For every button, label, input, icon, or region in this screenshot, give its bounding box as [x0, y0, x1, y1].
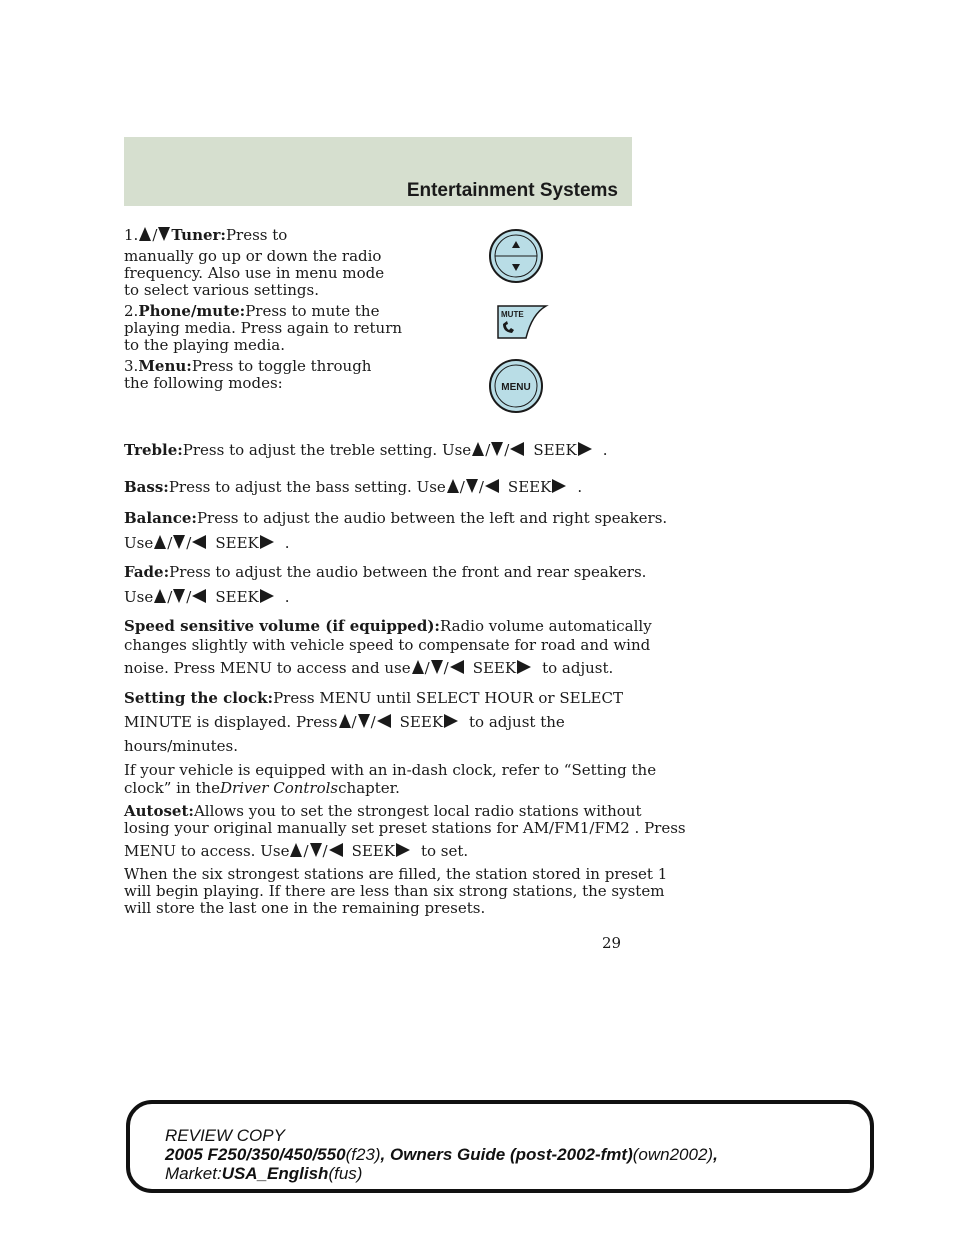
up-arrow-icon — [472, 442, 484, 456]
treble-label: Treble: — [124, 441, 183, 459]
item-number: 1. — [124, 226, 139, 244]
menu-line-2: the following modes: — [124, 374, 283, 392]
tuner-line-1 — [124, 227, 287, 244]
left-arrow-icon — [485, 479, 499, 493]
phone-text: Press to mute the — [245, 302, 380, 320]
down-arrow-icon — [466, 479, 478, 493]
right-arrow-icon — [517, 660, 531, 674]
autoset-text: Allows you to set the strongest local radio stations without — [193, 802, 642, 820]
footer-market-value: USA_English — [221, 1164, 329, 1183]
autoset-text: MENU to access. Use — [124, 842, 290, 860]
left-arrow-icon — [192, 589, 206, 603]
up-arrow-icon — [139, 227, 151, 241]
phone-line-1 — [124, 303, 379, 320]
tuner-line-4: to select various settings. — [124, 281, 319, 299]
separator: / — [424, 659, 430, 677]
balance-line-2 — [124, 535, 290, 552]
treble-line — [124, 442, 607, 459]
balance-text: Press to adjust the audio between the left and right speakers. — [196, 509, 668, 527]
seek-label: SEEK — [533, 441, 577, 459]
right-arrow-icon — [260, 535, 274, 549]
separator: / — [152, 226, 158, 244]
separator: / — [351, 713, 357, 731]
balance-line-1 — [124, 510, 667, 527]
clock-note-text: clock” in the — [124, 779, 220, 797]
right-arrow-icon — [444, 714, 458, 728]
autoset-line-1 — [124, 803, 641, 820]
autoset-tail: to set. — [420, 842, 469, 860]
footer-guide-code: (own2002) — [632, 1145, 714, 1164]
seek-label: SEEK — [351, 842, 395, 860]
page-number: 29 — [602, 934, 622, 952]
footer-guide: , Owners Guide (post-2002-fmt) — [380, 1145, 633, 1164]
tuner-label: Tuner: — [171, 226, 226, 244]
autoset-line-3 — [124, 843, 468, 860]
seek-label: SEEK — [215, 534, 259, 552]
fade-text: Press to adjust the audio between the front and rear speakers. — [169, 563, 647, 581]
bass-line — [124, 479, 582, 496]
down-arrow-icon — [491, 442, 503, 456]
speed-text: Radio volume automatically — [439, 617, 652, 635]
clock-text: MINUTE is displayed. Press — [124, 713, 338, 731]
speed-line-3 — [124, 660, 613, 677]
clock-note-line-2 — [124, 780, 400, 797]
separator: / — [485, 441, 491, 459]
speed-text: noise. Press MENU to access and use — [124, 659, 411, 677]
use-text: Use — [124, 534, 154, 552]
page-title: Entertainment Systems — [406, 180, 618, 201]
left-arrow-icon — [450, 660, 464, 674]
phone-mute-label: Phone/mute: — [138, 302, 246, 320]
footer-market-code: (fus) — [328, 1164, 363, 1183]
phone-line-2: playing media. Press again to return — [124, 319, 403, 337]
tuner-line-2: manually go up or down the radio — [124, 247, 382, 265]
up-arrow-icon — [290, 843, 302, 857]
up-arrow-icon — [154, 589, 166, 603]
seek-label: SEEK — [507, 478, 552, 496]
separator: / — [443, 659, 449, 677]
separator: / — [322, 842, 328, 860]
period: . — [602, 441, 608, 459]
speed-line-1 — [124, 618, 652, 635]
bass-label: Bass: — [124, 478, 169, 496]
tuner-text: Press to — [225, 226, 288, 244]
clock-line-1 — [124, 690, 623, 707]
up-arrow-icon — [412, 660, 424, 674]
header-band — [124, 137, 632, 206]
note-line-2: will begin playing. If there are less than six strong stations, the system — [124, 882, 665, 900]
speed-line-2: changes slightly with vehicle speed to compensate for road and wind — [124, 636, 651, 654]
menu-label: Menu: — [138, 357, 192, 375]
left-arrow-icon — [510, 442, 524, 456]
up-arrow-icon — [447, 479, 459, 493]
clock-label: Setting the clock: — [124, 689, 274, 707]
right-arrow-icon — [396, 843, 410, 857]
down-arrow-icon — [173, 535, 185, 549]
clock-line-2 — [124, 714, 565, 731]
item-number: 3. — [124, 357, 139, 375]
mute-label: MUTE — [501, 310, 524, 319]
footer-line-3 — [165, 1165, 362, 1183]
treble-text: Press to adjust the treble setting. Use — [182, 441, 472, 459]
footer-model: 2005 F250/350/450/550 — [165, 1145, 346, 1164]
balance-label: Balance: — [124, 509, 197, 527]
separator: / — [186, 534, 192, 552]
mute-button-icon — [494, 300, 550, 344]
seek-label: SEEK — [399, 713, 444, 731]
speed-tail: to adjust. — [542, 659, 614, 677]
menu-line-1 — [124, 358, 371, 375]
seek-label: SEEK — [215, 588, 259, 606]
phone-line-3: to the playing media. — [124, 336, 286, 354]
period: . — [284, 588, 290, 606]
chapter-reference: Driver Controls — [219, 779, 339, 797]
menu-button-label: MENU — [501, 382, 531, 393]
down-arrow-icon — [158, 227, 170, 241]
menu-button-icon — [488, 358, 544, 414]
note-line-3: will store the last one in the remaining presets. — [124, 899, 486, 917]
clock-note-line-1: If your vehicle is equipped with an in-dash clock, refer to “Setting the — [124, 761, 657, 779]
left-arrow-icon — [377, 714, 391, 728]
up-arrow-icon — [339, 714, 351, 728]
tuner-line-3: frequency. Also use in menu mode — [124, 264, 385, 282]
speed-volume-label: Speed sensitive volume (if equipped): — [124, 617, 440, 635]
up-arrow-icon — [154, 535, 166, 549]
right-arrow-icon — [260, 589, 274, 603]
left-arrow-icon — [329, 843, 343, 857]
fade-line-2 — [124, 589, 290, 606]
autoset-label: Autoset: — [124, 802, 194, 820]
separator: / — [459, 478, 465, 496]
down-arrow-icon — [358, 714, 370, 728]
clock-note-text: chapter. — [338, 779, 400, 797]
footer-line-2 — [165, 1146, 718, 1164]
separator: / — [478, 478, 484, 496]
clock-tail: to adjust the — [469, 713, 565, 731]
separator: / — [167, 588, 173, 606]
right-arrow-icon — [578, 442, 592, 456]
bass-text: Press to adjust the bass setting. Use — [168, 478, 446, 496]
fade-line-1 — [124, 564, 646, 581]
separator: / — [303, 842, 309, 860]
right-arrow-icon — [552, 479, 566, 493]
down-arrow-icon — [173, 589, 185, 603]
fade-label: Fade: — [124, 563, 170, 581]
use-text: Use — [124, 588, 154, 606]
seek-label: SEEK — [472, 659, 517, 677]
period: . — [284, 534, 290, 552]
down-arrow-icon — [310, 843, 322, 857]
note-line-1: When the six strongest stations are filled, the station stored in preset 1 — [124, 865, 668, 883]
period: . — [577, 478, 583, 496]
item-number: 2. — [124, 302, 139, 320]
menu-text: Press to toggle through — [191, 357, 372, 375]
separator: / — [186, 588, 192, 606]
footer-code: (f23) — [345, 1145, 381, 1164]
tuner-knob-icon — [488, 228, 544, 284]
clock-line-3: hours/minutes. — [124, 737, 238, 755]
down-arrow-icon — [431, 660, 443, 674]
footer-market-label: Market: — [165, 1164, 222, 1183]
separator: / — [504, 441, 510, 459]
clock-text: Press MENU until SELECT HOUR or SELECT — [273, 689, 623, 707]
footer-comma: , — [713, 1145, 718, 1164]
autoset-line-2: losing your original manually set preset stations for AM/FM1/FM2 . Press — [124, 819, 686, 837]
left-arrow-icon — [192, 535, 206, 549]
separator: / — [370, 713, 376, 731]
separator: / — [167, 534, 173, 552]
footer-line-1: REVIEW COPY — [165, 1126, 285, 1145]
